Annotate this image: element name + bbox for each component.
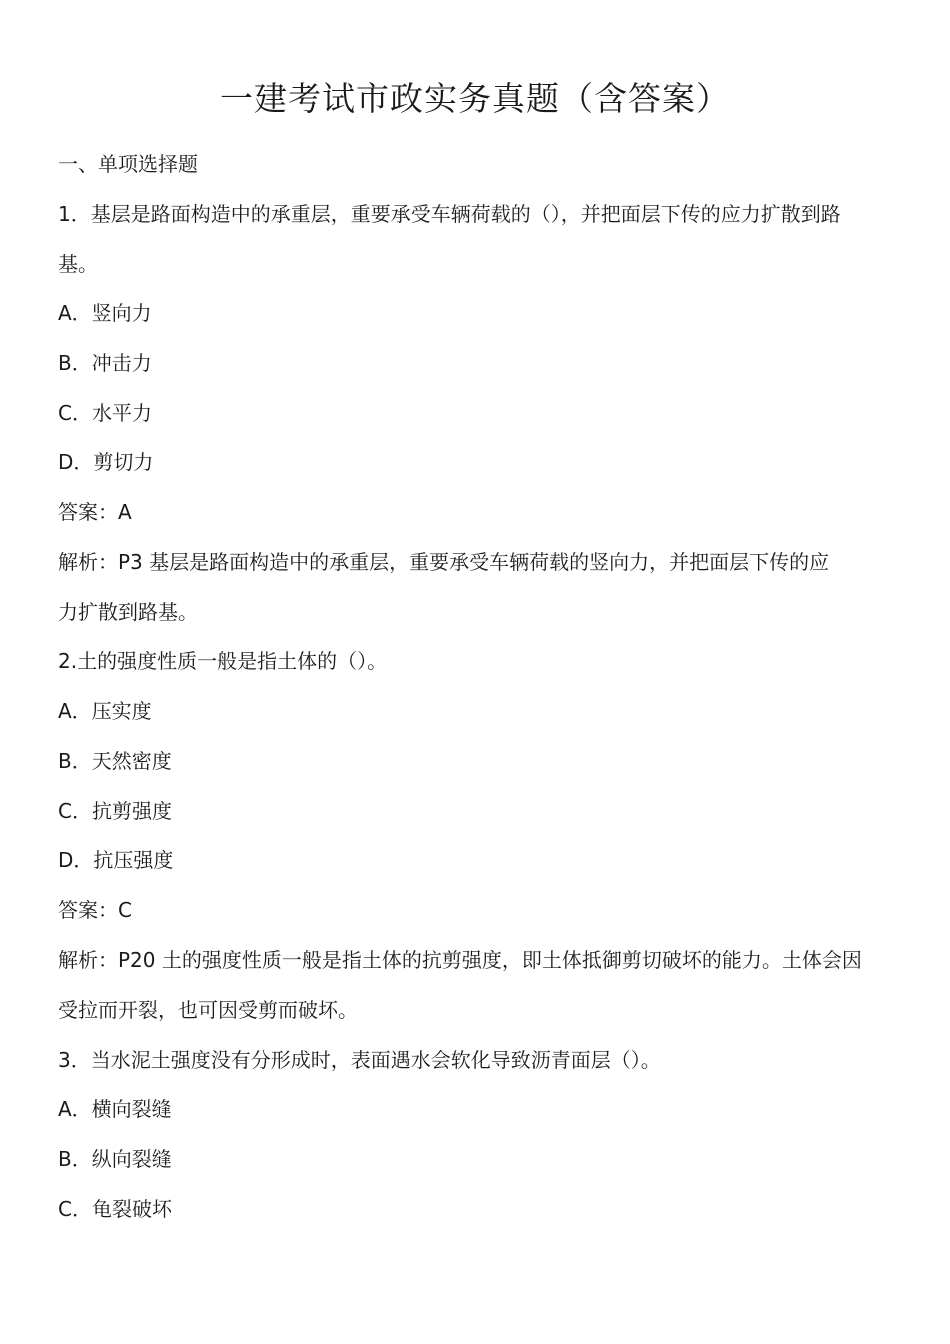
question-1-option-c: C．水平力 <box>58 401 152 425</box>
question-1-analysis-line-2: 力扩散到路基。 <box>58 600 198 624</box>
question-1-stem-line-2: 基。 <box>58 252 98 276</box>
question-3-option-a: A．横向裂缝 <box>58 1097 172 1121</box>
question-2-analysis-line-1: 解析：P20 土的强度性质一般是指土体的抗剪强度，即土体抵御剪切破坏的能力。土体会因 <box>58 948 862 972</box>
question-2-stem-line-1: 2.土的强度性质一般是指土体的（）。 <box>58 649 388 673</box>
question-1-answer: 答案：A <box>58 500 132 524</box>
question-1-option-a: A．竖向力 <box>58 301 152 325</box>
question-1-option-b: B．冲击力 <box>58 351 152 375</box>
question-1-option-d: D．剪切力 <box>58 450 154 474</box>
question-2-option-c: C．抗剪强度 <box>58 799 172 823</box>
section-heading: 一、单项选择题 <box>58 152 198 176</box>
question-3-option-c: C．龟裂破坏 <box>58 1197 172 1221</box>
question-3-stem-line-1: 3．当水泥土强度没有分形成时，表面遇水会软化导致沥青面层（）。 <box>58 1048 661 1072</box>
question-1-stem-line-1: 1．基层是路面构造中的承重层，重要承受车辆荷载的（），并把面层下传的应力扩散到路 <box>58 202 841 226</box>
question-2-option-b: B．天然密度 <box>58 749 172 773</box>
question-1-analysis-line-1: 解析：P3 基层是路面构造中的承重层，重要承受车辆荷载的竖向力，并把面层下传的应 <box>58 550 830 574</box>
question-2-analysis-line-2: 受拉而开裂，也可因受剪而破坏。 <box>58 998 358 1022</box>
question-2-option-d: D．抗压强度 <box>58 848 174 872</box>
question-3-option-b: B．纵向裂缝 <box>58 1147 172 1171</box>
document-title: 一建考试市政实务真题（含答案） <box>220 79 730 118</box>
question-2-option-a: A．压实度 <box>58 699 152 723</box>
question-2-answer: 答案：C <box>58 898 132 922</box>
